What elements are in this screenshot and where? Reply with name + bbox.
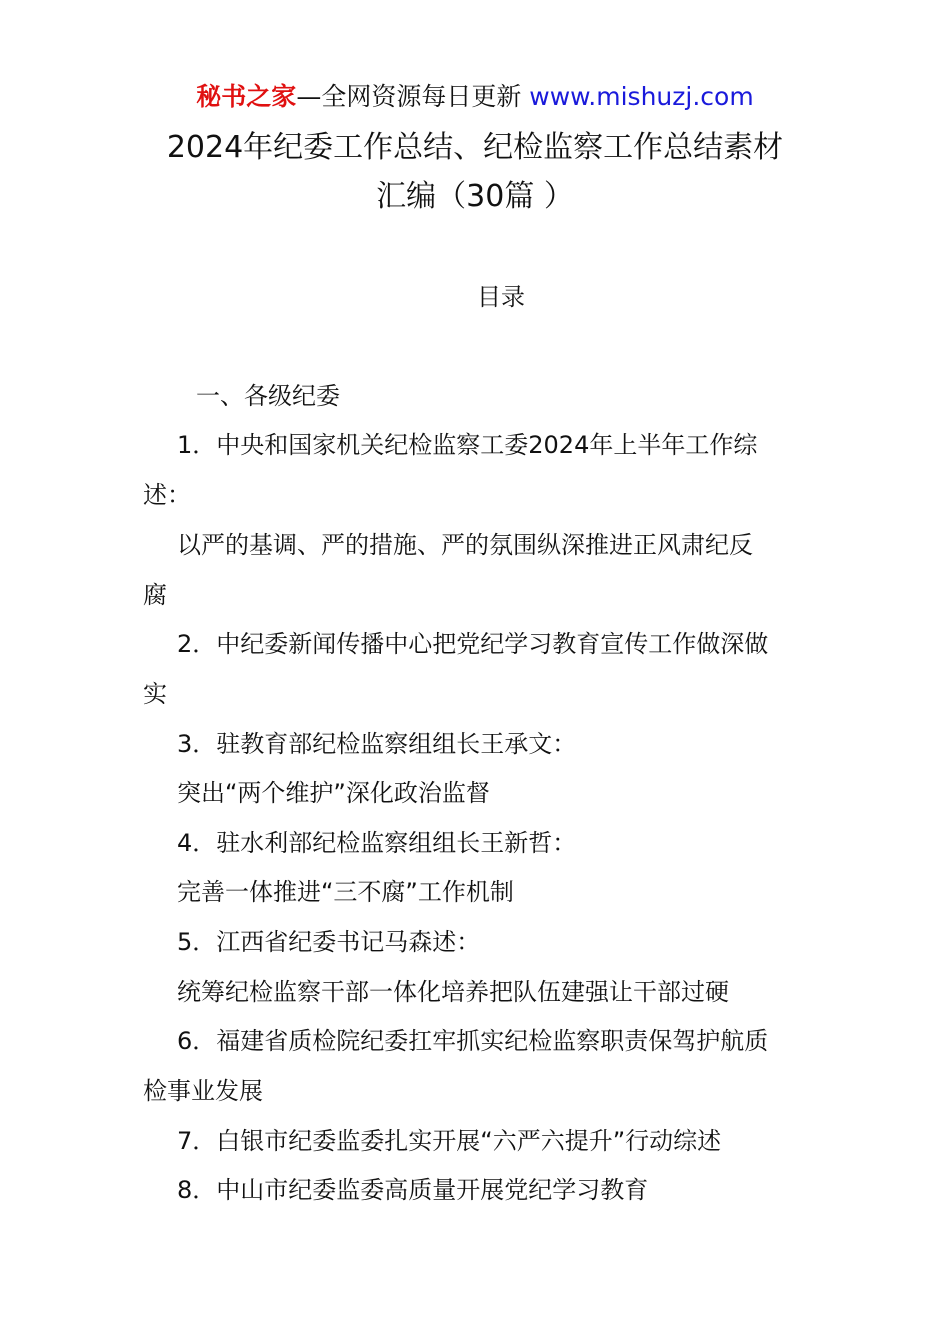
toc-item-1-continuation: 述： bbox=[143, 481, 191, 509]
toc-item-3-subtitle: 突出“两个维护”深化政治监督 bbox=[177, 779, 490, 807]
toc-item-2: 2．中纪委新闻传播中心把党纪学习教育宣传工作做深做 bbox=[177, 630, 769, 658]
toc-item-5: 5．江西省纪委书记马森述： bbox=[177, 928, 481, 956]
brand-name: 秘书之家 bbox=[196, 82, 297, 111]
toc-item-8: 8．中山市纪委监委高质量开展党纪学习教育 bbox=[177, 1176, 649, 1204]
document-title-line-1: 2024年纪委工作总结、纪检监察工作总结素材 bbox=[166, 130, 784, 165]
toc-item-1: 1．中央和国家机关纪检监察工委2024年上半年工作综 bbox=[177, 431, 758, 459]
toc-item-4: 4．驻水利部纪检监察组组长王新哲： bbox=[177, 829, 577, 857]
toc-heading: 目录 bbox=[477, 283, 525, 311]
toc-item-1-subtitle-continuation: 腐 bbox=[143, 581, 167, 609]
toc-item-7: 7．白银市纪委监委扎实开展“六严六提升”行动综述 bbox=[177, 1127, 722, 1155]
site-banner bbox=[0, 80, 950, 114]
toc-section-heading: 一、各级纪委 bbox=[196, 382, 340, 410]
toc-item-3: 3．驻教育部纪检监察组组长王承文： bbox=[177, 730, 577, 758]
toc-item-6-continuation: 检事业发展 bbox=[143, 1077, 263, 1105]
toc-item-6: 6．福建省质检院纪委扛牢抓实纪检监察职责保驾护航质 bbox=[177, 1027, 769, 1055]
document-title-line-2: 汇编（30篇 ） bbox=[376, 179, 574, 214]
toc-item-4-subtitle: 完善一体推进“三不腐”工作机制 bbox=[177, 878, 514, 906]
toc-item-1-subtitle: 以严的基调、严的措施、严的氛围纵深推进正风肃纪反 bbox=[177, 531, 753, 559]
banner-tagline: —全网资源每日更新 bbox=[296, 82, 530, 111]
toc-item-2-continuation: 实 bbox=[143, 680, 167, 708]
toc-item-5-subtitle: 统筹纪检监察干部一体化培养把队伍建强让干部过硬 bbox=[177, 978, 729, 1006]
site-link[interactable]: www.mishuzj.com bbox=[529, 82, 754, 111]
